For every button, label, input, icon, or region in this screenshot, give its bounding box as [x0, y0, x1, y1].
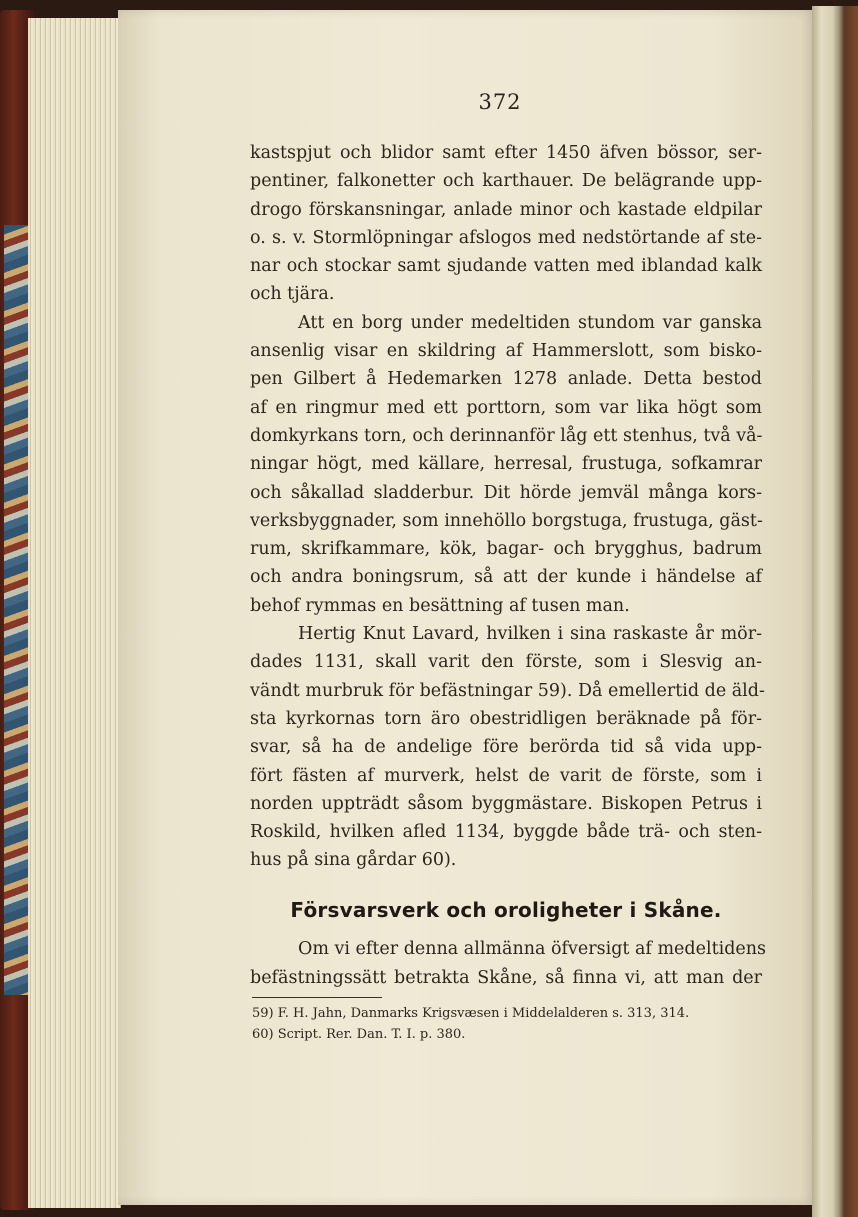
page-number: 372 — [478, 90, 522, 114]
text-line: rum, skrifkammare, kök, bagar- och brygghus, badrum — [250, 539, 762, 560]
text-line: norden uppträdt såsom byggmästare. Biskopen Petrus i — [250, 793, 762, 814]
text-line: pen Gilbert å Hedemarken 1278 anlade. Detta bestod — [250, 369, 762, 390]
text-line: af en ringmur med ett porttorn, som var lika högt som — [250, 397, 762, 418]
text-line: Hertig Knut Lavard, hvilken i sina raskaste år mör- — [298, 624, 762, 645]
text-line: drogo förskansningar, anlade minor och kastade eldpilar — [250, 199, 762, 220]
footnotes — [252, 1003, 762, 1045]
text-line: och andra boningsrum, så att der kunde i händelse af — [250, 567, 762, 588]
footnote: 60) Script. Rer. Dan. T. I. p. 380. — [252, 1027, 466, 1042]
text-line: dades 1131, skall varit den förste, som i Slesvig an- — [250, 652, 762, 673]
text-line: ningar högt, med källare, herresal, frustuga, sofkamrar — [250, 454, 762, 475]
body-text-continued — [250, 935, 767, 993]
text-line: o. s. v. Stormlöpningar afslogos med nedstörtande af ste- — [250, 227, 762, 248]
text-line: fört fästen af murverk, helst de varit de förste, som i — [250, 765, 762, 786]
text-line: Att en borg under medeltiden stundom var ganska — [298, 312, 762, 333]
text-line: domkyrkans torn, och derinnanför låg ett stenhus, två vå- — [250, 425, 763, 446]
text-line: Om vi efter denna allmänna öfversigt af medeltidens — [298, 939, 767, 959]
text-line: kastspjut och blidor samt efter 1450 äfven bössor, ser- — [250, 143, 762, 163]
text-line: nar och stockar samt sjudande vatten med iblandad kalk — [250, 256, 762, 277]
page-edge-right — [812, 6, 858, 1217]
text-line: behof rymmas en besättning af tusen man. — [250, 595, 630, 616]
text-line: verksbyggnader, som innehöllo borgstuga, frustuga, gäst- — [250, 510, 763, 531]
text-line: vändt murbruk för befästningar 59). Då emellertid de äld- — [250, 680, 765, 701]
text-line: svar, så ha de andelige före berörda tid så vida upp- — [250, 737, 762, 758]
text-line: sta kyrkornas torn äro obestridligen beräknade på för- — [250, 708, 762, 729]
text-line: befästningssätt betrakta Skåne, så finna vi, att man der — [250, 968, 762, 988]
body-text — [250, 139, 765, 875]
section-heading: Försvarsverk och oroligheter i Skåne. — [290, 898, 722, 922]
footnote: 59) F. H. Jahn, Danmarks Krigsvæsen i Middelalderen s. 313, 314. — [252, 1006, 690, 1021]
text-line: pentiner, falkonetter och karthauer. De belägrande upp- — [250, 171, 762, 192]
text-line: ansenlig visar en skildring af Hammerslott, som bisko- — [250, 341, 762, 362]
text-line: Roskild, hvilken afled 1134, byggde både trä- och sten- — [250, 822, 762, 843]
text-line: och tjära. — [250, 284, 335, 305]
text-line: hus på sina gårdar 60). — [250, 850, 457, 871]
marbled-endpaper — [4, 225, 30, 995]
footnote-rule — [252, 997, 382, 998]
page-edges-left — [28, 18, 121, 1208]
text-line: och såkallad sladderbur. Dit hörde jemväl många kors- — [250, 482, 762, 503]
